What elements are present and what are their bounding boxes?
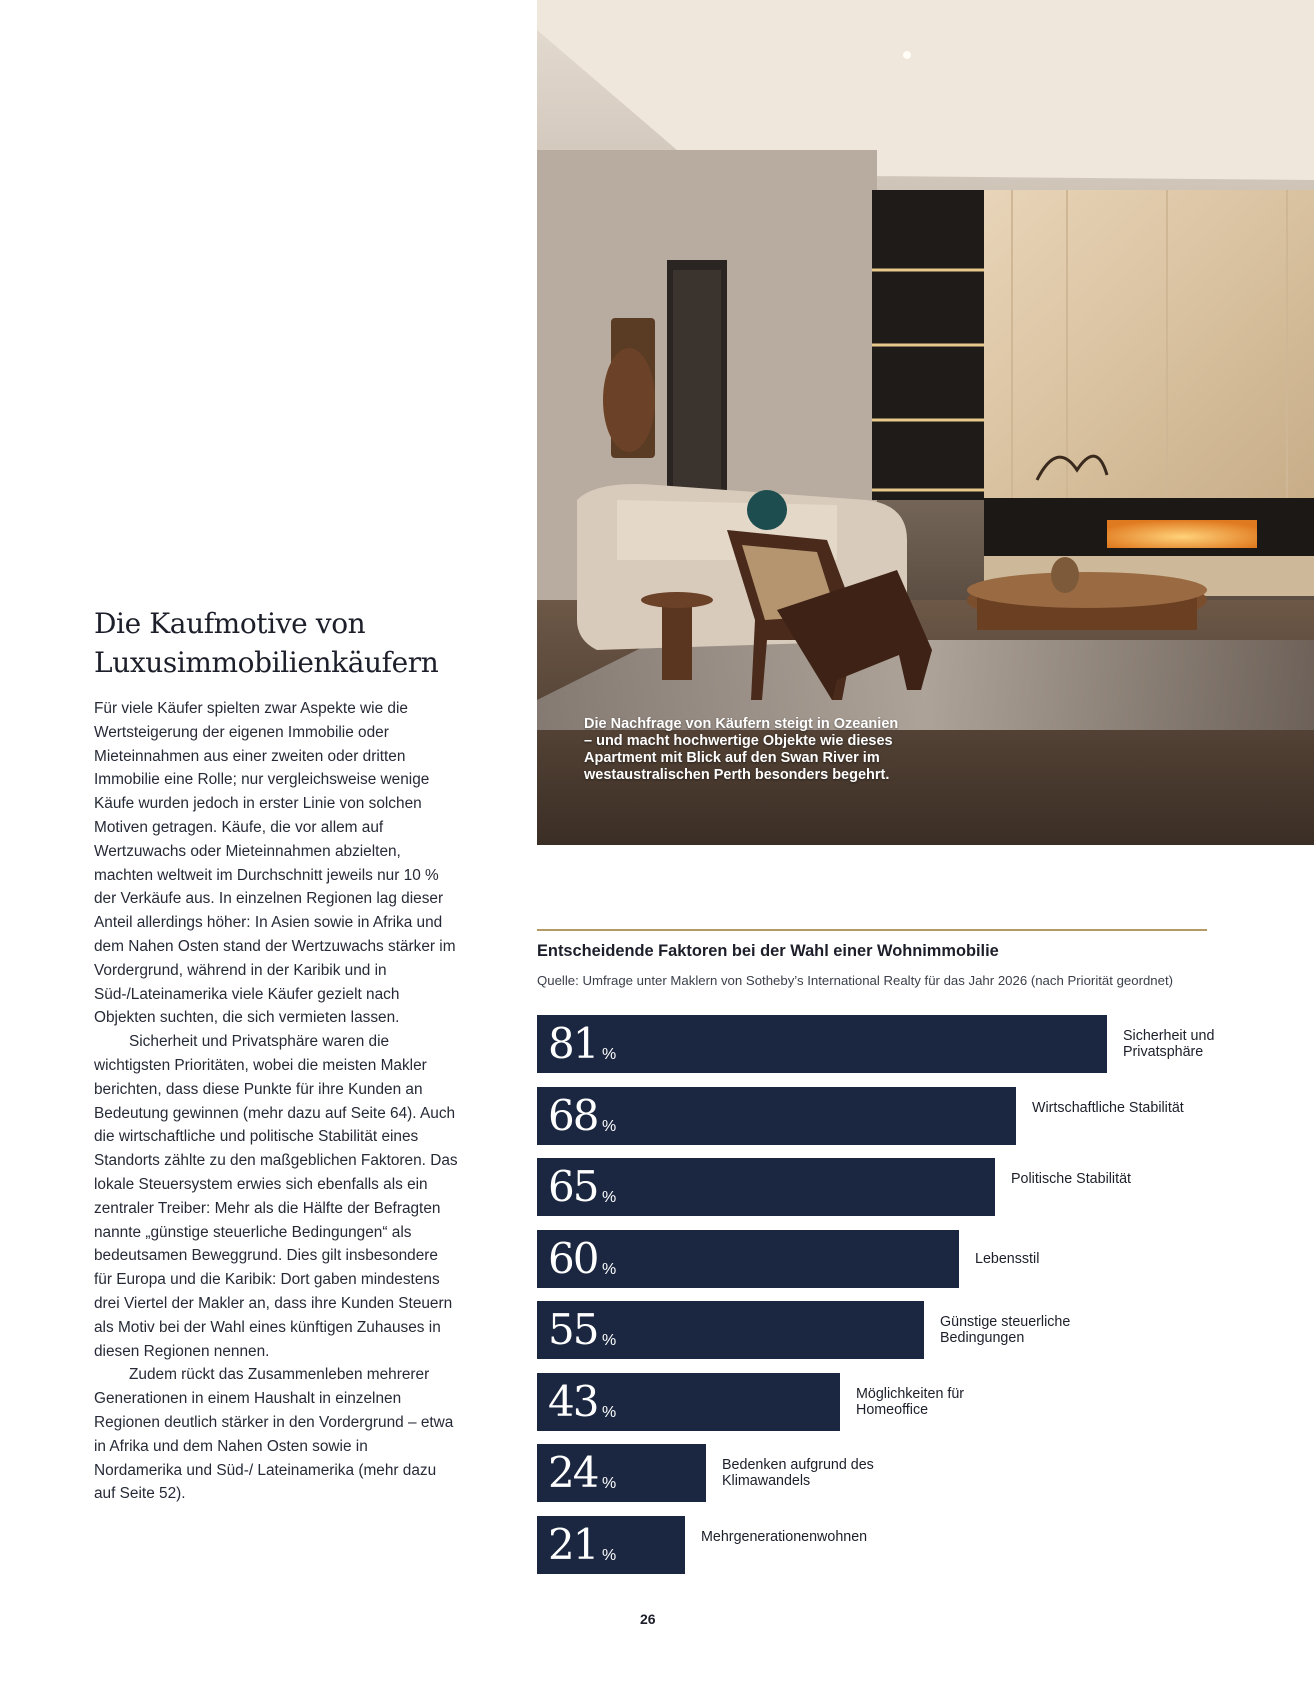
chart-unit-label: % [602, 1475, 617, 1492]
chart-source: Quelle: Umfrage unter Maklern von Sotheby’s International Realty für das Jahr 2026 (nach Priorität geordnet) [537, 973, 1174, 988]
chart-value-label: 21 [548, 1520, 598, 1569]
chart-unit-label: % [602, 1261, 617, 1278]
chart-bar [537, 1158, 995, 1216]
photo-caption: Die Nachfrage von Käufern steigt in Ozeanien – und macht hochwertige Objekte wie dieses Apartment mit Blick auf den Swan River im westaustralischen Perth besonders begehrt. [584, 716, 899, 783]
chart-bar [537, 1015, 1107, 1073]
chart-bar [537, 1373, 840, 1431]
chart-value-label: 60 [548, 1234, 598, 1283]
chart-unit-label: % [602, 1404, 617, 1421]
chart-unit-label: % [602, 1189, 617, 1206]
chart-unit-label: % [602, 1547, 617, 1564]
chart-divider-rule [537, 929, 1207, 931]
factors-bar-chart [537, 1015, 1277, 1575]
chart-unit-label: % [602, 1046, 617, 1063]
chart-value-label: 43 [548, 1377, 598, 1426]
article-body [94, 697, 459, 1506]
chart-bar [537, 1301, 924, 1359]
chart-category-label: Sicherheit und Privatsphäre [1123, 1028, 1215, 1060]
article-paragraph: Für viele Käufer spielten zwar Aspekte wie die Wertsteigerung der eigenen Immobilie oder Mieteinnahmen aus einer zweiten oder dritten Immobilie eine Rolle; nur vergleichsweise wenige Käufe wurden jedoch in erster Linie von solchen Motiven getragen. Käufe, die vor allem auf Wertzuwachs oder Mieteinnahmen abzielten, machten weltweit im Durchschnitt jeweils nur 10 % der Verkäufe aus. In einzelnen Regionen lag dieser Anteil allerdings höher: In Asien sowie in Afrika und dem Nahen Osten stand der Wertzuwachs stärker im Vordergrund, während in der Karibik und in Süd-/Lateinamerika viele Käufer gezielt nach Objekten suchten, die sich vermieten lassen. [94, 700, 456, 1027]
article-paragraph: Zudem rückt das Zusammenleben mehrerer Generationen in einem Haushalt in einzelnen Regionen deutlich stärker in den Vordergrund – etwa in Afrika und dem Nahen Osten sowie in Nordamerika und Süd-/ Lateinamerika (mehr dazu auf Seite 52). [94, 1366, 454, 1503]
article-title: Die Kaufmotive von Luxusimmobilienkäufern [94, 607, 439, 679]
page-number: 26 [640, 1611, 656, 1627]
chart-category-label: Möglichkeiten für Homeoffice [856, 1386, 965, 1418]
chart-category-label: Wirtschaftliche Stabilität [1032, 1100, 1184, 1116]
interior-photo [537, 0, 1314, 845]
chart-bar [537, 1230, 959, 1288]
chart-value-label: 68 [548, 1091, 598, 1140]
chart-unit-label: % [602, 1332, 617, 1349]
article-paragraph: Sicherheit und Privatsphäre waren die wichtigsten Prioritäten, wobei die meisten Makler berichten, dass diese Punkte für ihre Kunden an Bedeutung gewinnen (mehr dazu auf Seite 64). Auch die wirtschaftliche und politische Stabilität eines Standorts zählte zu den maßgeblichen Faktoren. Das lokale Steuersystem erwies sich ebenfalls als ein zentraler Treiber: Mehr als die Hälfte der Befragten nannte „günstige steuerliche Bedingungen“ als bedeutsamen Beweggrund. Dies gilt insbesondere für Europa und die Karibik: Dort gaben mindestens drei Viertel der Makler an, dass ihre Kunden Steuern als Motiv bei der Wahl eines künftigen Zuhauses in diesen Regionen nennen. [94, 1033, 458, 1360]
chart-value-label: 81 [548, 1019, 598, 1068]
chart-value-label: 55 [548, 1305, 598, 1354]
chart-category-label: Günstige steuerliche Bedingungen [940, 1314, 1071, 1346]
chart-title: Entscheidende Faktoren bei der Wahl einer Wohnimmobilie [537, 942, 999, 960]
chart-bar [537, 1444, 706, 1502]
chart-value-label: 24 [548, 1448, 598, 1497]
chart-value-label: 65 [548, 1162, 598, 1211]
chart-category-label: Mehrgenerationenwohnen [701, 1529, 868, 1545]
chart-bar [537, 1087, 1016, 1145]
chart-unit-label: % [602, 1118, 617, 1135]
chart-bar [537, 1516, 685, 1574]
chart-category-label: Lebensstil [975, 1251, 1040, 1267]
chart-category-label: Politische Stabilität [1011, 1171, 1131, 1187]
chart-category-label: Bedenken aufgrund des Klimawandels [722, 1457, 874, 1489]
